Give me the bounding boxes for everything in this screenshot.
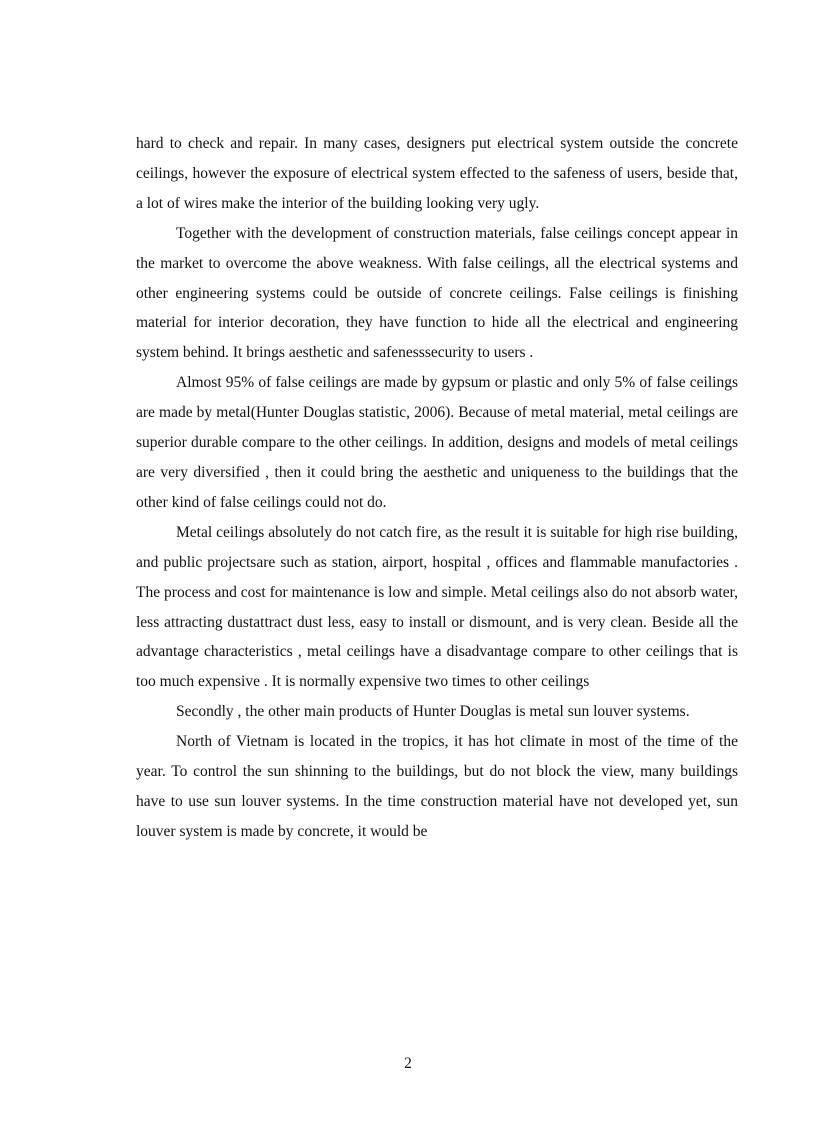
paragraph-continuation: hard to check and repair. In many cases, designers put electrical system outside the concrete ceilings, however the exposure of electrical system effected to the safeness of users, beside that, a lot of wires make the interior of the building looking very ugly.	[136, 135, 738, 212]
paragraph-false-ceilings: Together with the development of construction materials, false ceilings concept appear in the market to overcome the above weakness. With false ceilings, all the electrical systems and other engineering systems could be outside of concrete ceilings. False ceilings is finishing material for interior decoration, they have function to hide all the electrical and engineering system behind. It brings aesthetic and safenesssecurity to users .	[136, 224, 738, 362]
paragraph-metal-ceilings-share: Almost 95% of false ceilings are made by gypsum or plastic and only 5% of false ceilings are made by metal(Hunter Douglas statistic, 2006). Because of metal material, metal ceilings are superior durable compare to the other ceilings. In addition, designs and models of metal ceilings are very diversified , then it could bring the aesthetic and uniqueness to the buildings that the other kind of false ceilings could not do.	[136, 374, 738, 511]
paragraph-vietnam-climate: North of Vietnam is located in the tropics, it has hot climate in most of the time of the year. To control the sun shinning to the buildings, but do not block the view, many buildings have to use sun louver systems. In the time construction material have not developed yet, sun louver system is made by concrete, it would be	[136, 733, 738, 840]
page-number: 2	[404, 1055, 412, 1072]
paragraph-metal-ceilings-properties: Metal ceilings absolutely do not catch fire, as the result it is suitable for high rise building, and public projectsare such as station, airport, hospital , offices and flammable manufactories . The process and cost for maintenance is low and simple. Metal ceilings also do not absorb water, less attracting dustattract dust less, easy to install or dismount, and is very clean. Beside all the advantage characteristics , metal ceilings have a disadvantage compare to other ceilings that is too much expensive . It is normally expensive two times to other ceilings	[136, 523, 738, 691]
paragraph-sun-louver-intro: Secondly , the other main products of Hunter Douglas is metal sun louver systems.	[176, 703, 690, 721]
body-text	[136, 129, 738, 847]
